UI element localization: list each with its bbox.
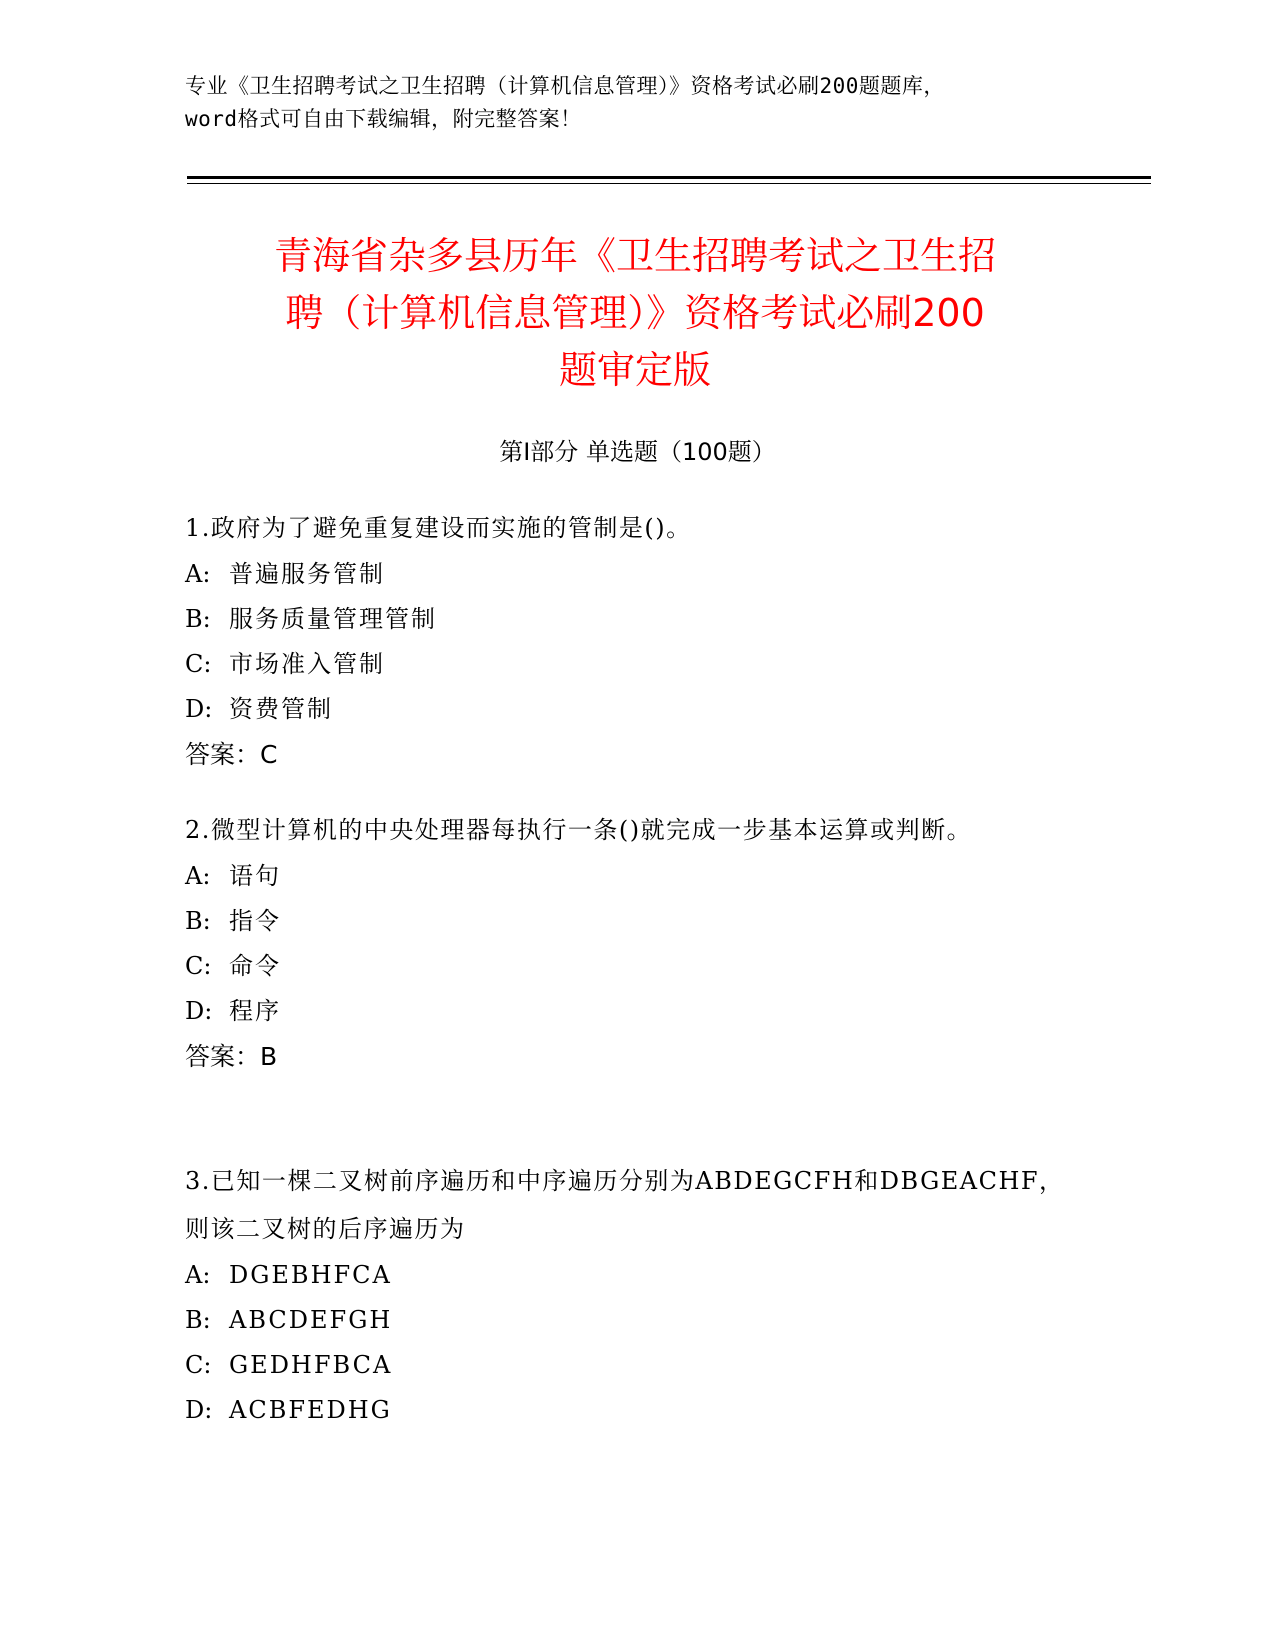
option-a — [185, 1253, 1065, 1298]
option-text: 服务质量管理管制 — [229, 605, 437, 633]
option-c — [185, 944, 1065, 989]
answer-line — [185, 732, 1065, 777]
option-c — [185, 642, 1065, 687]
question-text: 1.政府为了避免重复建设而实施的管制是()。 — [185, 514, 692, 542]
option-label: B: — [185, 1306, 211, 1334]
option-a — [185, 552, 1065, 597]
option-text: 语句 — [229, 862, 281, 890]
header-note — [185, 70, 1085, 136]
title-line-2: 聘（计算机信息管理）》资格考试必刷200 — [285, 291, 985, 335]
header-line-1: 专业《卫生招聘考试之卫生招聘（计算机信息管理）》资格考试必刷200题题库， — [185, 74, 945, 98]
answer-value: C — [260, 740, 278, 769]
answer-label: 答案： — [185, 740, 261, 769]
title-line-3: 题审定版 — [558, 348, 711, 392]
title-line-1: 青海省杂多县历年《卫生招聘考试之卫生招 — [273, 234, 996, 278]
option-label: A: — [185, 862, 211, 890]
option-text: ABCDEFGH — [229, 1306, 393, 1334]
option-text: GEDHFBCA — [229, 1351, 393, 1379]
option-text: 普遍服务管制 — [229, 560, 385, 588]
option-d — [185, 989, 1065, 1034]
option-b — [185, 1298, 1065, 1343]
option-label: B: — [185, 605, 211, 633]
option-b — [185, 899, 1065, 944]
option-label: A: — [185, 1261, 211, 1289]
option-label: C: — [185, 650, 212, 678]
section-heading: 第Ⅰ部分 单选题（100题） — [499, 438, 776, 466]
document-title — [170, 228, 1100, 399]
option-text: 指令 — [229, 907, 281, 935]
option-label: D: — [185, 695, 213, 723]
option-text: 市场准入管制 — [229, 650, 385, 678]
option-text: 资费管制 — [229, 695, 333, 723]
option-text: 命令 — [229, 952, 281, 980]
option-label: B: — [185, 907, 211, 935]
option-label: D: — [185, 1396, 213, 1424]
option-text: DGEBHFCA — [229, 1261, 392, 1289]
option-label: D: — [185, 997, 213, 1025]
option-b — [185, 597, 1065, 642]
question-3 — [185, 1157, 1065, 1433]
option-a — [185, 854, 1065, 899]
header-line-2: word格式可自由下载编辑，附完整答案！ — [185, 107, 582, 131]
option-label: C: — [185, 952, 212, 980]
option-d — [185, 1388, 1065, 1433]
answer-line — [185, 1034, 1065, 1079]
option-text: ACBFEDHG — [229, 1396, 392, 1424]
option-c — [185, 1343, 1065, 1388]
question-text: 3.已知一棵二叉树前序遍历和中序遍历分别为ABDEGCFH和DBGEACHF，则该二叉树的后序遍历为 — [185, 1167, 1065, 1243]
option-label: A: — [185, 560, 211, 588]
option-text: 程序 — [229, 997, 281, 1025]
answer-value: B — [260, 1042, 278, 1071]
header-divider-thin — [187, 183, 1151, 184]
question-2 — [185, 806, 1065, 1079]
question-text: 2.微型计算机的中央处理器每执行一条()就完成一步基本运算或判断。 — [185, 816, 973, 844]
option-label: C: — [185, 1351, 212, 1379]
answer-label: 答案： — [185, 1042, 261, 1071]
header-divider-thick — [187, 176, 1151, 179]
option-d — [185, 687, 1065, 732]
question-1 — [185, 504, 1065, 777]
